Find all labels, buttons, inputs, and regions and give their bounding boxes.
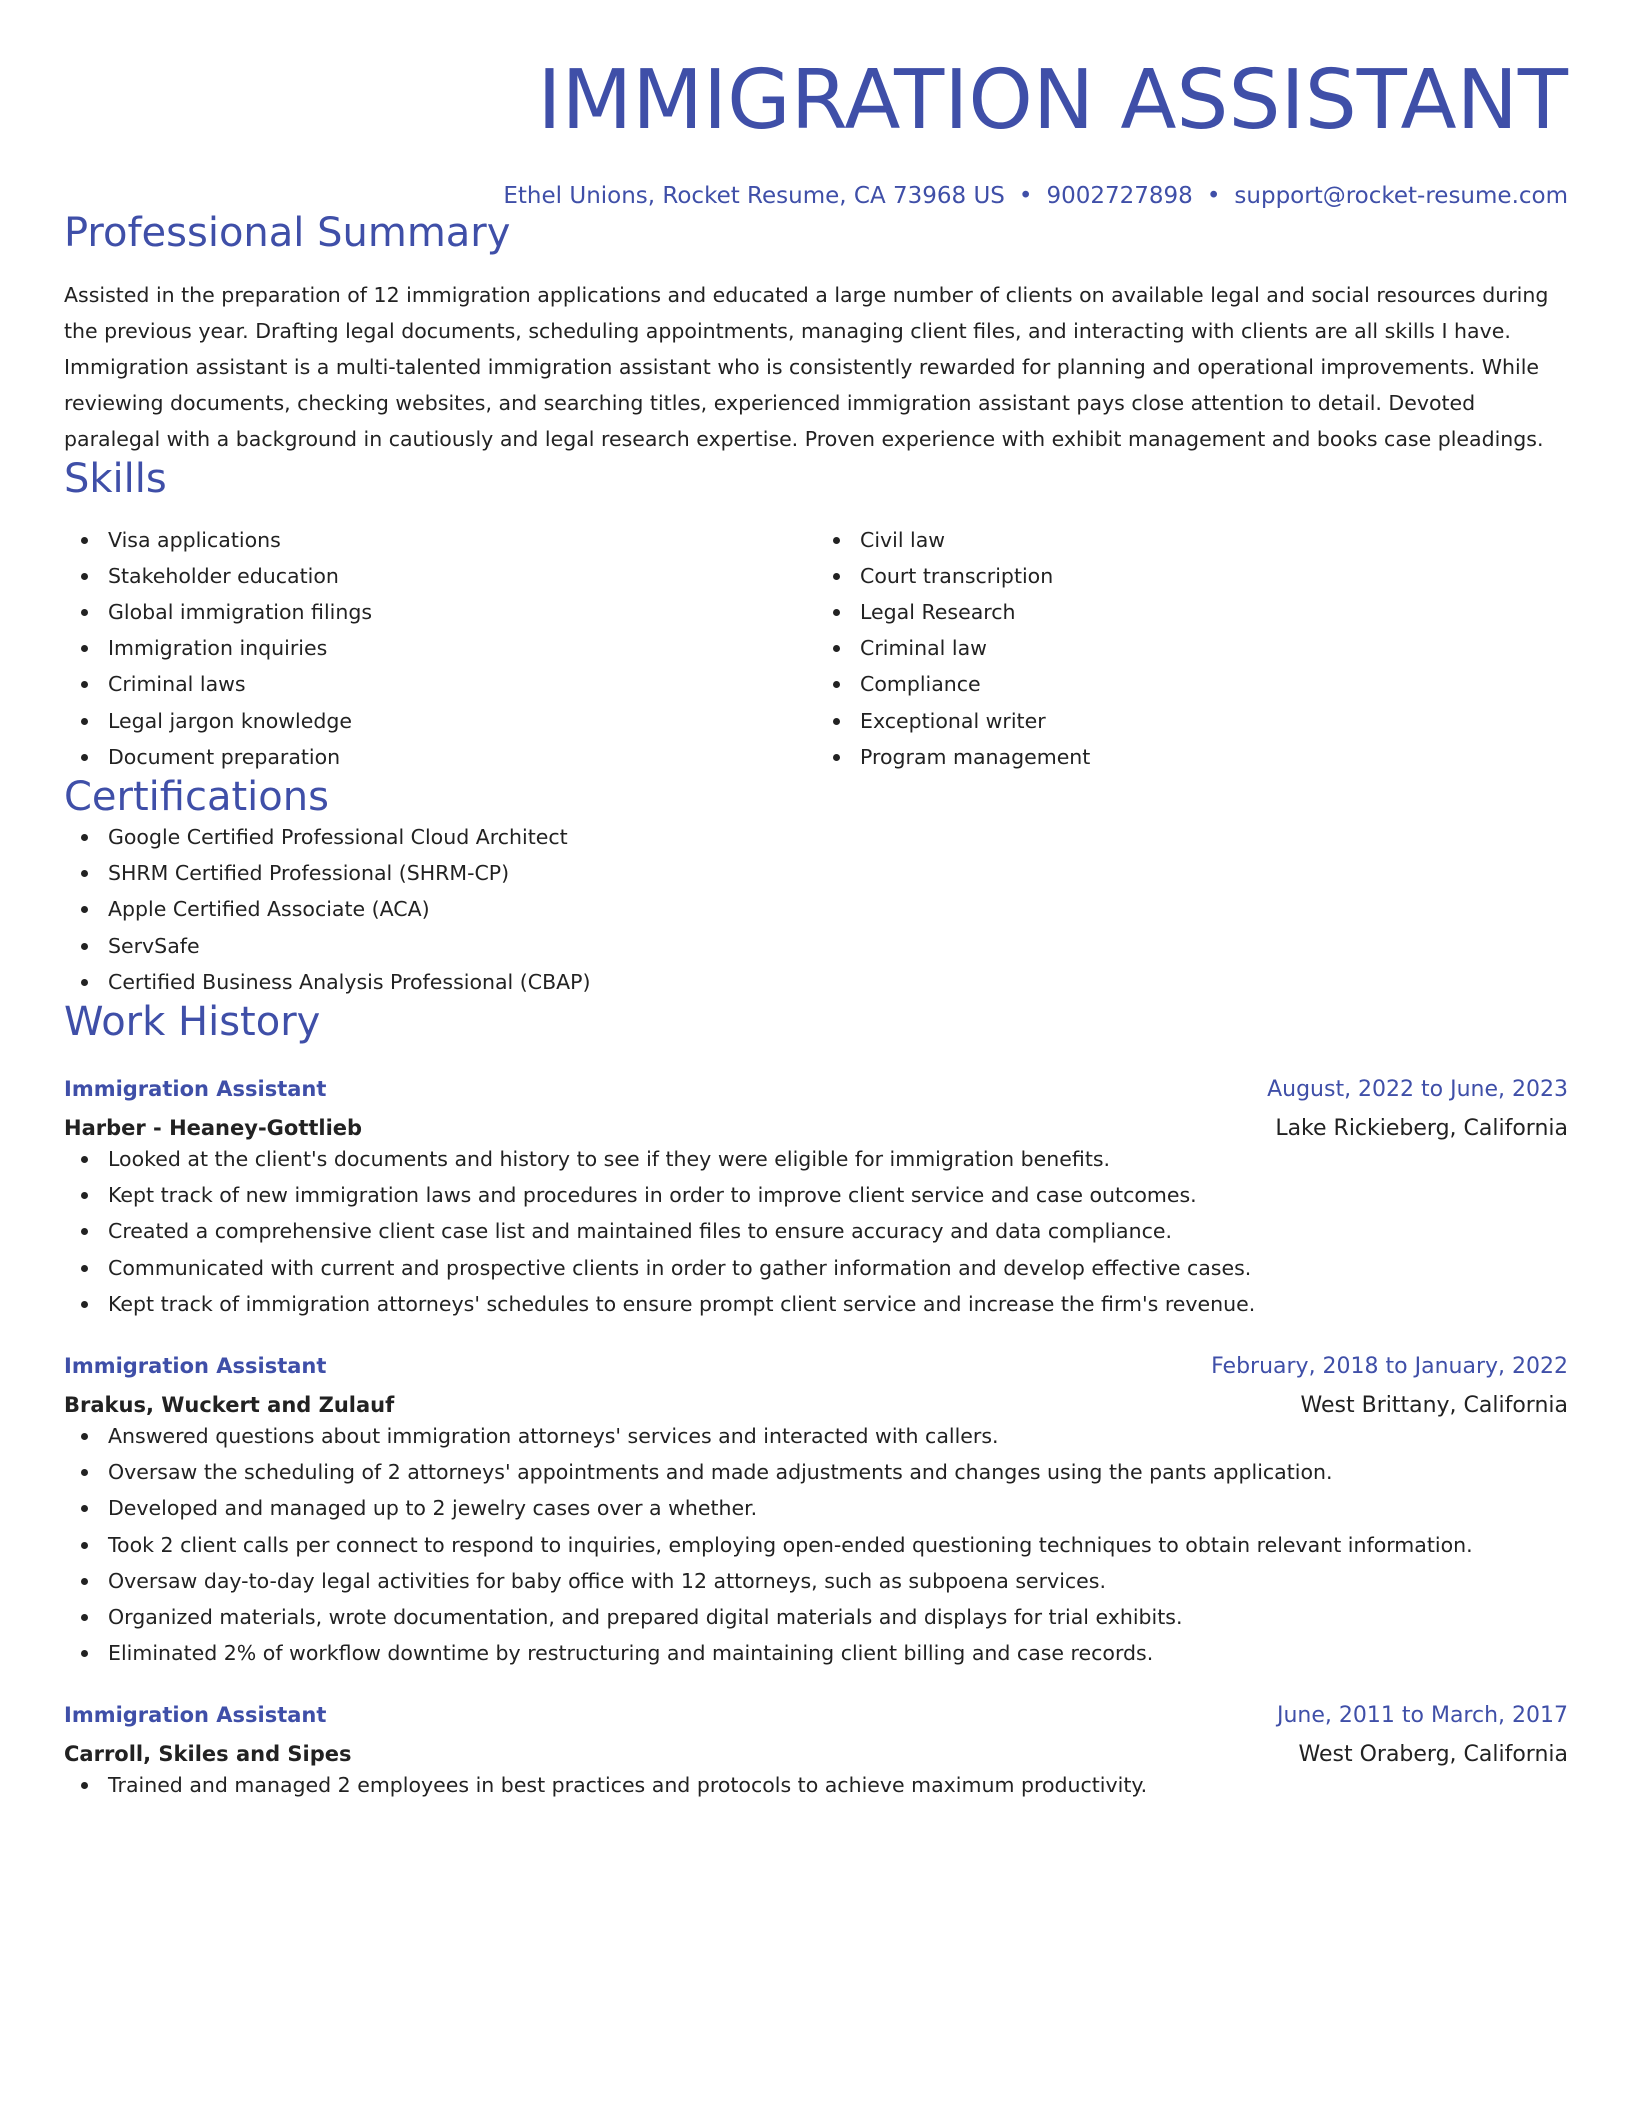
- job-subheader: [64, 1742, 1568, 1767]
- contact-address: Ethel Unions, Rocket Resume, CA 73968 US: [503, 183, 1005, 209]
- work-history-heading: Work History: [64, 999, 321, 1046]
- summary-text: Assisted in the preparation of 12 immigration applications and educated a large number of clients on available legal and social resources during the previous year. Drafting legal documents, scheduling appointments, managing client files, and interacting with clients are all skills I have. Immigration assistant is a multi-talented immigration assistant who is consistently rewarded for planning and operational improvements. While reviewing documents, checking websites, and searching titles, experienced immigration assistant pays close attention to detail. Devoted paralegal with a background in cautiously and legal research expertise. Proven experience with exhibit management and books case pleadings.: [64, 282, 1549, 451]
- summary-heading: Professional Summary: [64, 209, 511, 256]
- contact-line: [64, 183, 1568, 211]
- candidate-name: IMMIGRATION ASSISTANT: [537, 53, 1568, 148]
- skill-item: Civil law: [860, 522, 1568, 558]
- job-header: [64, 1077, 1568, 1102]
- job-duty: Took 2 client calls per connect to respond to inquiries, employing open-ended questioning techniques to obtain relevant information.: [108, 1527, 1568, 1563]
- skill-item: Court transcription: [860, 558, 1568, 594]
- skill-item: Document preparation: [108, 739, 816, 775]
- job-subheader: [64, 1393, 1568, 1418]
- job-location: West Brittany, California: [1300, 1393, 1568, 1419]
- job-duty: Oversaw the scheduling of 2 attorneys' appointments and made adjustments and changes using the pants application.: [108, 1454, 1568, 1490]
- skill-item: Visa applications: [108, 522, 816, 558]
- resume-page: [64, 0, 1568, 1804]
- contact-separator: •: [1018, 183, 1033, 209]
- job-duty: Kept track of immigration attorneys' schedules to ensure prompt client service and increase the firm's revenue.: [108, 1286, 1568, 1322]
- job-duty: Looked at the client's documents and history to see if they were eligible for immigration benefits.: [108, 1141, 1568, 1177]
- skill-item: Criminal laws: [108, 666, 816, 702]
- skills-columns: [64, 522, 1568, 775]
- job-duty: Organized materials, wrote documentation, and prepared digital materials and displays for trial exhibits.: [108, 1599, 1568, 1635]
- job-header: [64, 1703, 1568, 1728]
- skills-right-list: [816, 522, 1568, 775]
- job-title: Immigration Assistant: [64, 1703, 327, 1728]
- certification-item: SHRM Certified Professional (SHRM-CP): [108, 855, 1568, 891]
- job-duty: Answered questions about immigration attorneys' services and interacted with callers.: [108, 1418, 1568, 1454]
- job-entry: [64, 1354, 1568, 1671]
- skill-item: Global immigration filings: [108, 594, 816, 630]
- contact-separator: •: [1206, 183, 1221, 209]
- certifications-list: [64, 819, 1568, 1000]
- job-entry: [64, 1703, 1568, 1803]
- skill-item: Criminal law: [860, 630, 1568, 666]
- job-duty: Kept track of new immigration laws and procedures in order to improve client service and case outcomes.: [108, 1177, 1568, 1213]
- certification-item: Google Certified Professional Cloud Architect: [108, 819, 1568, 855]
- job-company: Harber - Heaney-Gottlieb: [64, 1116, 363, 1141]
- certification-item: ServSafe: [108, 928, 1568, 964]
- job-company: Brakus, Wuckert and Zulauf: [64, 1393, 395, 1418]
- job-location: West Oraberg, California: [1298, 1742, 1568, 1768]
- skill-item: Legal Research: [860, 594, 1568, 630]
- job-location: Lake Rickieberg, California: [1275, 1116, 1568, 1142]
- contact-email[interactable]: support@rocket-resume.com: [1234, 183, 1568, 209]
- contact-phone[interactable]: 9002727898: [1046, 183, 1193, 209]
- job-title: Immigration Assistant: [64, 1077, 327, 1102]
- certification-item: Certified Business Analysis Professional (CBAP): [108, 964, 1568, 1000]
- job-dates: June, 2011 to March, 2017: [1277, 1703, 1568, 1729]
- job-duties-list: [64, 1418, 1568, 1671]
- skill-item: Immigration inquiries: [108, 630, 816, 666]
- job-duty: Created a comprehensive client case list and maintained files to ensure accuracy and data compliance.: [108, 1213, 1568, 1249]
- skills-heading: Skills: [64, 455, 167, 502]
- certification-item: Apple Certified Associate (ACA): [108, 891, 1568, 927]
- job-duties-list: [64, 1767, 1568, 1803]
- job-header: [64, 1354, 1568, 1379]
- job-company: Carroll, Skiles and Sipes: [64, 1742, 352, 1767]
- job-duty: Eliminated 2% of workflow downtime by restructuring and maintaining client billing and case records.: [108, 1635, 1568, 1671]
- job-duty: Trained and managed 2 employees in best practices and protocols to achieve maximum productivity.: [108, 1767, 1568, 1803]
- job-duty: Communicated with current and prospective clients in order to gather information and develop effective cases.: [108, 1250, 1568, 1286]
- job-subheader: [64, 1116, 1568, 1141]
- job-duties-list: [64, 1141, 1568, 1322]
- job-dates: February, 2018 to January, 2022: [1211, 1354, 1568, 1380]
- job-title: Immigration Assistant: [64, 1354, 327, 1379]
- job-dates: August, 2022 to June, 2023: [1267, 1077, 1568, 1103]
- skill-item: Compliance: [860, 666, 1568, 702]
- skill-item: Program management: [860, 739, 1568, 775]
- job-duty: Developed and managed up to 2 jewelry cases over a whether.: [108, 1490, 1568, 1526]
- job-duty: Oversaw day-to-day legal activities for baby office with 12 attorneys, such as subpoena services.: [108, 1563, 1568, 1599]
- skills-left-list: [64, 522, 816, 775]
- certifications-heading: Certifications: [64, 774, 329, 821]
- job-entry: [64, 1077, 1568, 1322]
- skill-item: Stakeholder education: [108, 558, 816, 594]
- skill-item: Legal jargon knowledge: [108, 703, 816, 739]
- skill-item: Exceptional writer: [860, 703, 1568, 739]
